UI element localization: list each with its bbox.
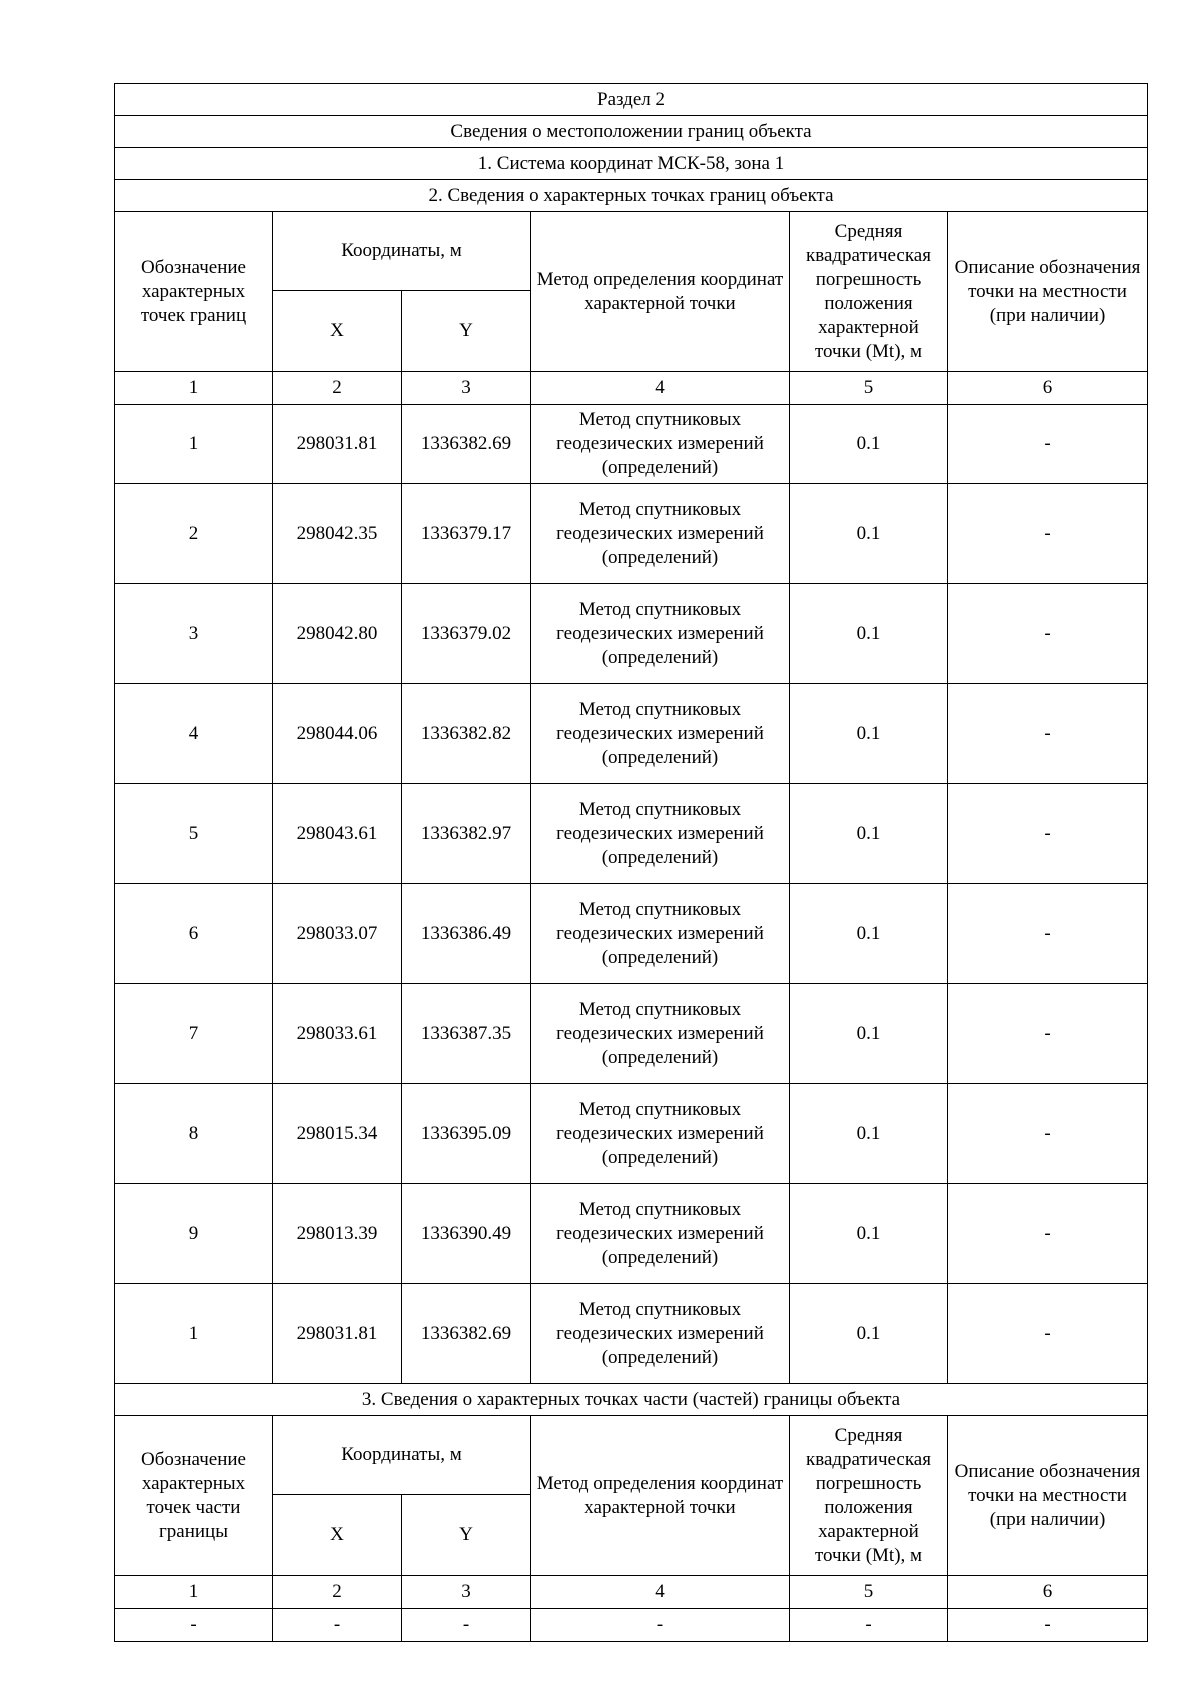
- column-number-cell: 3: [402, 1576, 531, 1609]
- error-cell: -: [790, 1609, 948, 1642]
- column-numbers-row: [115, 372, 1148, 405]
- method-cell: Метод спутниковых геодезических измерений (определений): [531, 484, 790, 584]
- point-number-cell: 7: [115, 984, 273, 1084]
- column-number-cell: 6: [948, 372, 1148, 405]
- error-cell: 0.1: [790, 1284, 948, 1384]
- error-cell: 0.1: [790, 784, 948, 884]
- description-cell: -: [948, 884, 1148, 984]
- header-point: Обозначение характерных точек границ: [115, 212, 273, 372]
- table-row: [115, 1184, 1148, 1284]
- table-row: [115, 1084, 1148, 1184]
- point-number-cell: 1: [115, 405, 273, 484]
- point-number-cell: 5: [115, 784, 273, 884]
- method-cell: Метод спутниковых геодезических измерений (определений): [531, 1184, 790, 1284]
- method-cell: Метод спутниковых геодезических измерений (определений): [531, 684, 790, 784]
- error-cell: 0.1: [790, 484, 948, 584]
- coord-x-cell: 298043.61: [273, 784, 402, 884]
- coord-y-cell: 1336382.82: [402, 684, 531, 784]
- column-number-cell: 2: [273, 372, 402, 405]
- table-row: [115, 784, 1148, 884]
- header-x: X: [273, 291, 402, 372]
- table-row: [115, 405, 1148, 484]
- method-cell: Метод спутниковых геодезических измерений (определений): [531, 1084, 790, 1184]
- coord-x-cell: 298033.61: [273, 984, 402, 1084]
- column-number-cell: 5: [790, 372, 948, 405]
- table-row: [115, 1284, 1148, 1384]
- header2-y: Y: [402, 1495, 531, 1576]
- header2-coords: Координаты, м: [273, 1416, 531, 1495]
- point-number-cell: 8: [115, 1084, 273, 1184]
- header2-method: Метод определения координат характерной точки: [531, 1416, 790, 1576]
- table-row: [115, 1609, 1148, 1642]
- boundary-points-table: [114, 83, 1148, 1642]
- column-numbers-row: [115, 1576, 1148, 1609]
- header2-error: Средняя квадратическая погрешность положения характерной точки (Mt), м: [790, 1416, 948, 1576]
- point-number-cell: 9: [115, 1184, 273, 1284]
- method-cell: Метод спутниковых геодезических измерений (определений): [531, 884, 790, 984]
- table-row: [115, 584, 1148, 684]
- coord-x-cell: 298031.81: [273, 405, 402, 484]
- coord-y-cell: 1336382.97: [402, 784, 531, 884]
- coord-y-cell: 1336379.17: [402, 484, 531, 584]
- part2-title: 3. Сведения о характерных точках части (частей) границы объекта: [115, 1384, 1148, 1416]
- coord-y-cell: 1336382.69: [402, 1284, 531, 1384]
- method-cell: -: [531, 1609, 790, 1642]
- part1-title: 2. Сведения о характерных точках границ объекта: [115, 180, 1148, 212]
- coord-x-cell: -: [273, 1609, 402, 1642]
- column-number-cell: 4: [531, 372, 790, 405]
- method-cell: Метод спутниковых геодезических измерений (определений): [531, 584, 790, 684]
- point-number-cell: 6: [115, 884, 273, 984]
- error-cell: 0.1: [790, 405, 948, 484]
- coord-y-cell: -: [402, 1609, 531, 1642]
- coord-x-cell: 298042.35: [273, 484, 402, 584]
- coord-x-cell: 298033.07: [273, 884, 402, 984]
- error-cell: 0.1: [790, 1184, 948, 1284]
- description-cell: -: [948, 984, 1148, 1084]
- coord-x-cell: 298013.39: [273, 1184, 402, 1284]
- point-number-cell: 3: [115, 584, 273, 684]
- header-error: Средняя квадратическая погрешность положения характерной точки (Mt), м: [790, 212, 948, 372]
- coord-x-cell: 298031.81: [273, 1284, 402, 1384]
- coord-y-cell: 1336379.02: [402, 584, 531, 684]
- column-number-cell: 1: [115, 372, 273, 405]
- method-cell: Метод спутниковых геодезических измерений (определений): [531, 784, 790, 884]
- coord-x-cell: 298015.34: [273, 1084, 402, 1184]
- point-number-cell: -: [115, 1609, 273, 1642]
- description-cell: -: [948, 1284, 1148, 1384]
- table-row: [115, 484, 1148, 584]
- column-number-cell: 3: [402, 372, 531, 405]
- description-cell: -: [948, 405, 1148, 484]
- header2-x: X: [273, 1495, 402, 1576]
- description-cell: -: [948, 1184, 1148, 1284]
- description-cell: -: [948, 484, 1148, 584]
- error-cell: 0.1: [790, 884, 948, 984]
- section-title: Раздел 2: [115, 84, 1148, 116]
- description-cell: -: [948, 1609, 1148, 1642]
- coord-y-cell: 1336382.69: [402, 405, 531, 484]
- description-cell: -: [948, 784, 1148, 884]
- column-number-cell: 6: [948, 1576, 1148, 1609]
- error-cell: 0.1: [790, 1084, 948, 1184]
- description-cell: -: [948, 1084, 1148, 1184]
- header2-point: Обозначение характерных точек части границы: [115, 1416, 273, 1576]
- header2-desc: Описание обозначения точки на местности (при наличии): [948, 1416, 1148, 1576]
- description-cell: -: [948, 684, 1148, 784]
- header-method: Метод определения координат характерной точки: [531, 212, 790, 372]
- coord-y-cell: 1336386.49: [402, 884, 531, 984]
- method-cell: Метод спутниковых геодезических измерений (определений): [531, 405, 790, 484]
- header-desc: Описание обозначения точки на местности (при наличии): [948, 212, 1148, 372]
- table-row: [115, 984, 1148, 1084]
- coord-x-cell: 298044.06: [273, 684, 402, 784]
- header-coords: Координаты, м: [273, 212, 531, 291]
- method-cell: Метод спутниковых геодезических измерений (определений): [531, 984, 790, 1084]
- column-number-cell: 1: [115, 1576, 273, 1609]
- coord-y-cell: 1336387.35: [402, 984, 531, 1084]
- column-number-cell: 4: [531, 1576, 790, 1609]
- section-subtitle: Сведения о местоположении границ объекта: [115, 116, 1148, 148]
- method-cell: Метод спутниковых геодезических измерений (определений): [531, 1284, 790, 1384]
- table-row: [115, 884, 1148, 984]
- point-number-cell: 4: [115, 684, 273, 784]
- error-cell: 0.1: [790, 684, 948, 784]
- error-cell: 0.1: [790, 984, 948, 1084]
- column-number-cell: 2: [273, 1576, 402, 1609]
- header-y: Y: [402, 291, 531, 372]
- description-cell: -: [948, 584, 1148, 684]
- column-number-cell: 5: [790, 1576, 948, 1609]
- coord-x-cell: 298042.80: [273, 584, 402, 684]
- error-cell: 0.1: [790, 584, 948, 684]
- coord-system: 1. Система координат МСК-58, зона 1: [115, 148, 1148, 180]
- point-number-cell: 2: [115, 484, 273, 584]
- coord-y-cell: 1336395.09: [402, 1084, 531, 1184]
- point-number-cell: 1: [115, 1284, 273, 1384]
- table-row: [115, 684, 1148, 784]
- coord-y-cell: 1336390.49: [402, 1184, 531, 1284]
